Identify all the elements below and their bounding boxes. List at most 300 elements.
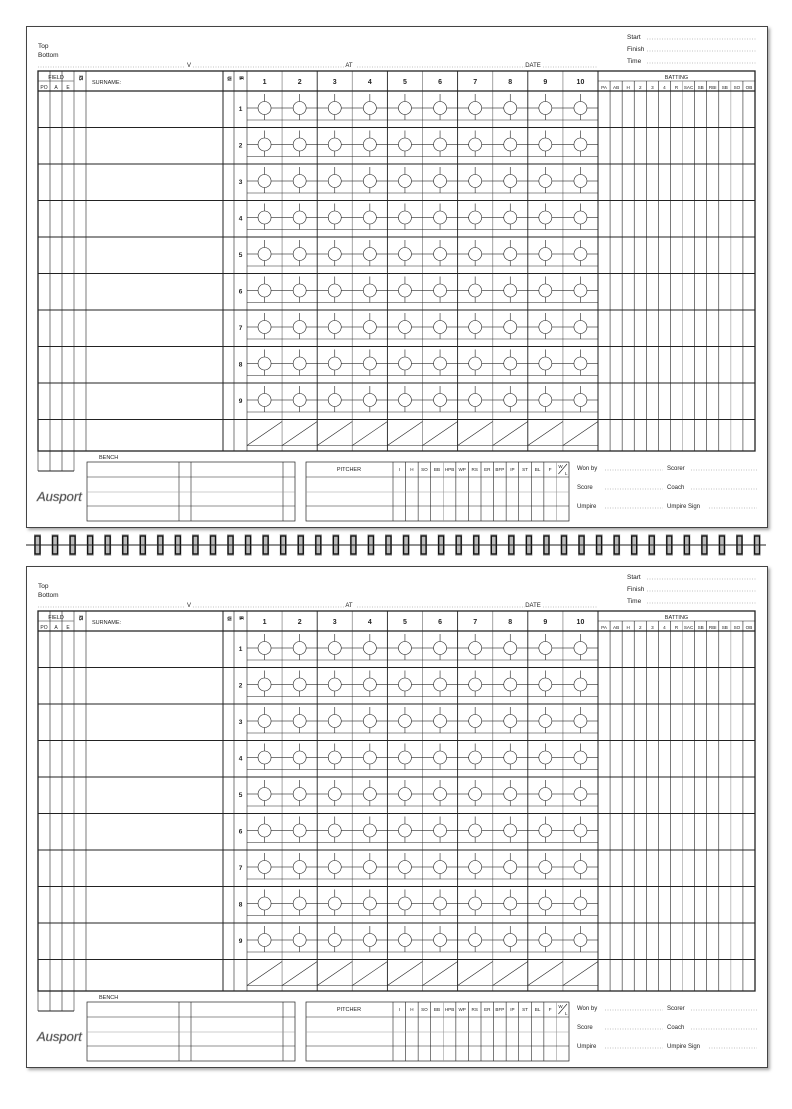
at-bat-cell[interactable] bbox=[493, 167, 528, 193]
at-bat-cell[interactable] bbox=[387, 707, 422, 733]
inning-total-cell[interactable] bbox=[563, 422, 598, 446]
at-bat-cell[interactable] bbox=[282, 386, 317, 412]
diamond-circle-icon bbox=[574, 751, 587, 764]
at-bat-cell[interactable] bbox=[423, 131, 458, 157]
at-bat-cell[interactable] bbox=[387, 350, 422, 376]
at-bat-cell[interactable] bbox=[247, 131, 282, 157]
at-bat-cell[interactable] bbox=[458, 94, 493, 120]
diamond-circle-icon bbox=[539, 824, 552, 837]
scoring-table bbox=[38, 611, 755, 1011]
at-bat-cell[interactable] bbox=[282, 671, 317, 697]
at-bat-cell[interactable] bbox=[282, 890, 317, 916]
at-bat-cell[interactable] bbox=[352, 386, 387, 412]
at-bat-cell[interactable] bbox=[247, 313, 282, 339]
at-bat-cell[interactable] bbox=[282, 240, 317, 266]
batting-col-header: SB bbox=[721, 625, 728, 630]
date-label: DATE bbox=[525, 63, 541, 69]
inning-total-cell[interactable] bbox=[563, 962, 598, 986]
pitcher-col-header: WP bbox=[458, 467, 466, 472]
at-bat-cell[interactable] bbox=[528, 350, 563, 376]
field-col-e: E bbox=[66, 625, 70, 631]
at-bat-cell[interactable] bbox=[563, 350, 598, 376]
at-bat-cell[interactable] bbox=[563, 204, 598, 230]
at-bat-cell[interactable] bbox=[317, 204, 352, 230]
at-bat-cell[interactable] bbox=[352, 853, 387, 879]
at-bat-cell[interactable] bbox=[423, 167, 458, 193]
at-bat-cell[interactable] bbox=[387, 313, 422, 339]
at-bat-cell[interactable] bbox=[317, 853, 352, 879]
inning-total-cell[interactable] bbox=[247, 422, 282, 446]
inning-total-cell[interactable] bbox=[387, 962, 422, 986]
at-bat-cell[interactable] bbox=[423, 204, 458, 230]
pitcher-table[interactable] bbox=[306, 1002, 569, 1061]
at-bat-cell[interactable] bbox=[282, 94, 317, 120]
at-bat-cell[interactable] bbox=[528, 167, 563, 193]
inning-total-cell[interactable] bbox=[423, 962, 458, 986]
at-bat-cell[interactable] bbox=[387, 240, 422, 266]
at-bat-cell[interactable] bbox=[458, 277, 493, 303]
diamond-circle-icon bbox=[504, 751, 517, 764]
diamond-circle-icon bbox=[504, 934, 517, 947]
at-bat-cell[interactable] bbox=[352, 350, 387, 376]
bench-label: BENCH bbox=[99, 995, 119, 1001]
diamond-circle-icon bbox=[434, 788, 447, 801]
top-label: Top bbox=[38, 583, 49, 590]
at-bat-cell[interactable] bbox=[317, 386, 352, 412]
pitcher-col-header: IP bbox=[510, 1007, 515, 1012]
at-bat-cell[interactable] bbox=[317, 167, 352, 193]
at-bat-cell[interactable] bbox=[247, 707, 282, 733]
at-bat-cell[interactable] bbox=[282, 817, 317, 843]
inning-total-cell[interactable] bbox=[247, 962, 282, 986]
at-bat-cell[interactable] bbox=[493, 780, 528, 806]
diamond-circle-icon bbox=[258, 678, 271, 691]
pitcher-col-header: SO bbox=[421, 1007, 428, 1012]
at-bat-cell[interactable] bbox=[352, 313, 387, 339]
batting-order-6: 6 bbox=[238, 828, 243, 836]
pitcher-col-header: HPB bbox=[444, 467, 455, 472]
at-bat-cell[interactable] bbox=[317, 890, 352, 916]
at-bat-cell[interactable] bbox=[247, 744, 282, 770]
at-bat-cell[interactable] bbox=[493, 634, 528, 660]
diagonal-line bbox=[282, 962, 317, 986]
at-bat-cell[interactable] bbox=[387, 131, 422, 157]
at-bat-cell[interactable] bbox=[423, 634, 458, 660]
pitcher-col-header: RS bbox=[471, 467, 478, 472]
at-bat-cell[interactable] bbox=[352, 131, 387, 157]
at-bat-cell[interactable] bbox=[458, 926, 493, 952]
at-bat-cell[interactable] bbox=[563, 853, 598, 879]
at-bat-cell[interactable] bbox=[282, 131, 317, 157]
field-col-a: A bbox=[54, 625, 58, 631]
at-bat-cell[interactable] bbox=[563, 926, 598, 952]
at-bat-cell[interactable] bbox=[352, 634, 387, 660]
at-bat-cell[interactable] bbox=[563, 890, 598, 916]
at-bat-cell[interactable] bbox=[387, 94, 422, 120]
at-bat-cell[interactable] bbox=[423, 926, 458, 952]
at-bat-cell[interactable] bbox=[282, 313, 317, 339]
at-bat-cell[interactable] bbox=[493, 853, 528, 879]
batting-order-8: 8 bbox=[238, 361, 243, 369]
batting-order-4: 4 bbox=[238, 755, 243, 763]
at-bat-cell[interactable] bbox=[317, 277, 352, 303]
diamond-circle-icon bbox=[328, 357, 341, 370]
at-bat-cell[interactable] bbox=[493, 350, 528, 376]
at-bat-cell[interactable] bbox=[563, 780, 598, 806]
at-bat-cell[interactable] bbox=[563, 277, 598, 303]
at-bat-cell[interactable] bbox=[493, 744, 528, 770]
diamond-circle-icon bbox=[469, 211, 482, 224]
at-bat-cell[interactable] bbox=[458, 707, 493, 733]
at-bat-cell[interactable] bbox=[563, 131, 598, 157]
pitcher-header: PITCHER bbox=[336, 467, 362, 473]
diamond-circle-icon bbox=[574, 394, 587, 407]
diamond-circle-icon bbox=[258, 715, 271, 728]
diamond-circle-icon bbox=[363, 642, 376, 655]
bat-header: B A T bbox=[237, 616, 244, 618]
at-bat-cell[interactable] bbox=[563, 817, 598, 843]
diamond-circle-icon bbox=[293, 715, 306, 728]
at-bat-cell[interactable] bbox=[423, 780, 458, 806]
diamond-circle-icon bbox=[293, 248, 306, 261]
at-bat-cell[interactable] bbox=[352, 167, 387, 193]
at-bat-cell[interactable] bbox=[247, 890, 282, 916]
pitcher-col-header: I bbox=[398, 467, 400, 472]
wl-top-label: W bbox=[558, 464, 563, 469]
at-bat-cell[interactable] bbox=[563, 634, 598, 660]
at-bat-cell[interactable] bbox=[247, 817, 282, 843]
at-bat-cell[interactable] bbox=[528, 926, 563, 952]
diagonal-line bbox=[247, 422, 282, 446]
at-bat-cell[interactable] bbox=[317, 744, 352, 770]
at-bat-cell[interactable] bbox=[493, 671, 528, 697]
at-bat-cell[interactable] bbox=[387, 853, 422, 879]
at-bat-cell[interactable] bbox=[282, 780, 317, 806]
diamond-circle-icon bbox=[469, 751, 482, 764]
diagonal-line bbox=[282, 422, 317, 446]
at-bat-cell[interactable] bbox=[352, 94, 387, 120]
umpire-label: Umpire bbox=[577, 504, 597, 510]
at-bat-cell[interactable] bbox=[493, 131, 528, 157]
pitcher-col-header: F bbox=[548, 467, 552, 472]
at-bat-cell[interactable] bbox=[528, 671, 563, 697]
at-bat-cell[interactable] bbox=[352, 707, 387, 733]
inning-total-cell[interactable] bbox=[317, 422, 352, 446]
at-bat-cell[interactable] bbox=[493, 204, 528, 230]
diagonal-line bbox=[317, 962, 352, 986]
at-bat-cell[interactable] bbox=[528, 131, 563, 157]
at-bat-cell[interactable] bbox=[317, 313, 352, 339]
diamond-circle-icon bbox=[504, 715, 517, 728]
at-bat-cell[interactable] bbox=[352, 926, 387, 952]
at-bat-cell[interactable] bbox=[282, 707, 317, 733]
at-bat-cell[interactable] bbox=[563, 744, 598, 770]
inning-total-cell[interactable] bbox=[528, 422, 563, 446]
at-bat-cell[interactable] bbox=[423, 744, 458, 770]
at-bat-cell[interactable] bbox=[528, 277, 563, 303]
at-bat-cell[interactable] bbox=[458, 890, 493, 916]
at-bat-cell[interactable] bbox=[247, 780, 282, 806]
at-bat-cell[interactable] bbox=[528, 744, 563, 770]
at-bat-cell[interactable] bbox=[387, 634, 422, 660]
inning-total-cell[interactable] bbox=[282, 422, 317, 446]
at-bat-cell[interactable] bbox=[247, 853, 282, 879]
at-bat-cell[interactable] bbox=[458, 167, 493, 193]
umpire-sign-label: Umpire Sign bbox=[667, 504, 701, 510]
at-bat-cell[interactable] bbox=[423, 350, 458, 376]
at-bat-cell[interactable] bbox=[352, 780, 387, 806]
diamond-circle-icon bbox=[328, 102, 341, 115]
at-bat-cell[interactable] bbox=[493, 94, 528, 120]
diamond-circle-icon bbox=[258, 102, 271, 115]
pitcher-header: PITCHER bbox=[336, 1007, 362, 1013]
diamond-circle-icon bbox=[398, 788, 411, 801]
at-bat-cell[interactable] bbox=[423, 671, 458, 697]
batting-order-2: 2 bbox=[238, 142, 243, 150]
inning-header-5: 5 bbox=[402, 79, 407, 86]
ausport-logo: Ausport bbox=[37, 1029, 82, 1044]
at-bat-cell[interactable] bbox=[282, 167, 317, 193]
inning-total-cell[interactable] bbox=[387, 422, 422, 446]
diamond-circle-icon bbox=[398, 751, 411, 764]
at-bat-cell[interactable] bbox=[387, 671, 422, 697]
diamond-circle-icon bbox=[469, 248, 482, 261]
bench-label: BENCH bbox=[99, 455, 119, 461]
at-bat-cell[interactable] bbox=[387, 780, 422, 806]
at-bat-cell[interactable] bbox=[563, 386, 598, 412]
at-bat-cell[interactable] bbox=[528, 634, 563, 660]
inning-total-cell[interactable] bbox=[423, 422, 458, 446]
at-bat-cell[interactable] bbox=[247, 240, 282, 266]
at-bat-cell[interactable] bbox=[247, 926, 282, 952]
at-bat-cell[interactable] bbox=[423, 386, 458, 412]
inning-total-cell[interactable] bbox=[317, 962, 352, 986]
at-bat-cell[interactable] bbox=[458, 131, 493, 157]
at-bat-cell[interactable] bbox=[317, 671, 352, 697]
pitcher-col-header: BB bbox=[433, 467, 441, 472]
at-bat-cell[interactable] bbox=[423, 707, 458, 733]
at-bat-cell[interactable] bbox=[387, 204, 422, 230]
at-bat-cell[interactable] bbox=[423, 313, 458, 339]
at-bat-cell[interactable] bbox=[423, 853, 458, 879]
inning-header-3: 3 bbox=[332, 79, 337, 86]
at-bat-cell[interactable] bbox=[563, 671, 598, 697]
at-bat-cell[interactable] bbox=[423, 94, 458, 120]
at-bat-cell[interactable] bbox=[528, 204, 563, 230]
at-bat-cell[interactable] bbox=[247, 167, 282, 193]
at-bat-cell[interactable] bbox=[458, 853, 493, 879]
bench-table[interactable] bbox=[87, 1002, 295, 1061]
date-label: DATE bbox=[525, 603, 541, 609]
diamond-circle-icon bbox=[258, 861, 271, 874]
at-bat-cell[interactable] bbox=[493, 817, 528, 843]
at-bat-cell[interactable] bbox=[528, 240, 563, 266]
diagonal-line bbox=[458, 422, 493, 446]
inning-total-cell[interactable] bbox=[493, 422, 528, 446]
at-bat-cell[interactable] bbox=[247, 350, 282, 376]
at-bat-cell[interactable] bbox=[352, 671, 387, 697]
at-bat-cell[interactable] bbox=[458, 780, 493, 806]
diamond-circle-icon bbox=[574, 211, 587, 224]
at-bat-cell[interactable] bbox=[317, 350, 352, 376]
diamond-circle-icon bbox=[469, 934, 482, 947]
at-bat-cell[interactable] bbox=[317, 634, 352, 660]
diamond-circle-icon bbox=[469, 175, 482, 188]
inning-total-cell[interactable] bbox=[352, 962, 387, 986]
at-bat-cell[interactable] bbox=[352, 204, 387, 230]
at-bat-cell[interactable] bbox=[458, 817, 493, 843]
at-bat-cell[interactable] bbox=[317, 780, 352, 806]
at-bat-cell[interactable] bbox=[458, 350, 493, 376]
diamond-circle-icon bbox=[504, 861, 517, 874]
at-bat-cell[interactable] bbox=[352, 277, 387, 303]
pitcher-col-header: BFP bbox=[495, 1007, 505, 1012]
at-bat-cell[interactable] bbox=[247, 671, 282, 697]
at-bat-cell[interactable] bbox=[528, 313, 563, 339]
inning-header-2: 2 bbox=[297, 79, 302, 86]
at-bat-cell[interactable] bbox=[282, 853, 317, 879]
at-bat-cell[interactable] bbox=[528, 780, 563, 806]
at-bat-cell[interactable] bbox=[563, 94, 598, 120]
bench-table[interactable] bbox=[87, 462, 295, 521]
diamond-circle-icon bbox=[398, 211, 411, 224]
inning-total-cell[interactable] bbox=[493, 962, 528, 986]
at-bat-cell[interactable] bbox=[317, 94, 352, 120]
at-bat-cell[interactable] bbox=[528, 890, 563, 916]
scoresheet-page-top bbox=[26, 26, 768, 528]
at-bat-cell[interactable] bbox=[458, 313, 493, 339]
diamond-circle-icon bbox=[293, 751, 306, 764]
inning-total-cell[interactable] bbox=[282, 962, 317, 986]
diamond-circle-icon bbox=[574, 321, 587, 334]
at-bat-cell[interactable] bbox=[423, 240, 458, 266]
diamond-circle-icon bbox=[363, 934, 376, 947]
at-bat-cell[interactable] bbox=[493, 313, 528, 339]
inning-total-cell[interactable] bbox=[352, 422, 387, 446]
inning-header-1: 1 bbox=[262, 619, 267, 626]
batting-order-4: 4 bbox=[238, 215, 243, 223]
at-bat-cell[interactable] bbox=[282, 350, 317, 376]
at-bat-cell[interactable] bbox=[493, 890, 528, 916]
at-bat-cell[interactable] bbox=[282, 204, 317, 230]
at-bat-cell[interactable] bbox=[423, 277, 458, 303]
inning-total-cell[interactable] bbox=[458, 422, 493, 446]
at-bat-cell[interactable] bbox=[387, 386, 422, 412]
at-bat-cell[interactable] bbox=[458, 386, 493, 412]
at-bat-cell[interactable] bbox=[387, 926, 422, 952]
inning-total-cell[interactable] bbox=[458, 962, 493, 986]
batting-col-header: AB bbox=[613, 625, 620, 630]
at-bat-cell[interactable] bbox=[352, 890, 387, 916]
at-bat-cell[interactable] bbox=[317, 240, 352, 266]
at-bat-cell[interactable] bbox=[387, 744, 422, 770]
diamond-circle-icon bbox=[328, 897, 341, 910]
diamond-circle-icon bbox=[469, 824, 482, 837]
at-bat-cell[interactable] bbox=[282, 634, 317, 660]
batting-col-header: OB bbox=[745, 625, 753, 630]
at-bat-cell[interactable] bbox=[317, 817, 352, 843]
at-bat-cell[interactable] bbox=[458, 204, 493, 230]
at-bat-cell[interactable] bbox=[247, 634, 282, 660]
at-bat-cell[interactable] bbox=[563, 313, 598, 339]
batting-col-header: SB bbox=[697, 625, 704, 630]
diamond-circle-icon bbox=[398, 934, 411, 947]
at-bat-cell[interactable] bbox=[458, 240, 493, 266]
at-bat-cell[interactable] bbox=[528, 94, 563, 120]
at-bat-cell[interactable] bbox=[282, 277, 317, 303]
batting-col-header: R bbox=[674, 625, 679, 630]
at-bat-cell[interactable] bbox=[317, 707, 352, 733]
at-bat-cell[interactable] bbox=[352, 240, 387, 266]
at-bat-cell[interactable] bbox=[493, 926, 528, 952]
at-bat-cell[interactable] bbox=[563, 240, 598, 266]
at-bat-cell[interactable] bbox=[458, 744, 493, 770]
at-bat-cell[interactable] bbox=[387, 167, 422, 193]
at-bat-cell[interactable] bbox=[387, 817, 422, 843]
at-bat-cell[interactable] bbox=[317, 926, 352, 952]
diagonal-line bbox=[563, 422, 598, 446]
diamond-circle-icon bbox=[363, 788, 376, 801]
at-bat-cell[interactable] bbox=[528, 853, 563, 879]
at-bat-cell[interactable] bbox=[528, 817, 563, 843]
diamond-circle-icon bbox=[504, 897, 517, 910]
at-bat-cell[interactable] bbox=[387, 890, 422, 916]
at-bat-cell[interactable] bbox=[528, 707, 563, 733]
at-bat-cell[interactable] bbox=[423, 890, 458, 916]
at-bat-cell[interactable] bbox=[493, 277, 528, 303]
at-bat-cell[interactable] bbox=[282, 744, 317, 770]
pitcher-col-header: SO bbox=[421, 467, 428, 472]
at-bat-cell[interactable] bbox=[458, 671, 493, 697]
scoresheet-grid bbox=[27, 567, 767, 1067]
at-bat-cell[interactable] bbox=[493, 707, 528, 733]
diamond-circle-icon bbox=[504, 788, 517, 801]
at-bat-cell[interactable] bbox=[247, 277, 282, 303]
diamond-circle-icon bbox=[258, 248, 271, 261]
batting-col-header: 4 bbox=[663, 625, 666, 630]
at-bat-cell[interactable] bbox=[528, 386, 563, 412]
at-bat-cell[interactable] bbox=[247, 386, 282, 412]
batting-col-header: PA bbox=[601, 625, 607, 630]
at-bat-cell[interactable] bbox=[493, 240, 528, 266]
at-bat-cell[interactable] bbox=[493, 386, 528, 412]
at-bat-cell[interactable] bbox=[352, 817, 387, 843]
time-label: Time bbox=[627, 58, 642, 65]
at-bat-cell[interactable] bbox=[247, 94, 282, 120]
diamond-circle-icon bbox=[363, 824, 376, 837]
at-bat-cell[interactable] bbox=[458, 634, 493, 660]
inning-header-7: 7 bbox=[473, 619, 478, 626]
diamond-circle-icon bbox=[258, 824, 271, 837]
at-bat-cell[interactable] bbox=[387, 277, 422, 303]
inning-header-4: 4 bbox=[367, 79, 372, 86]
pitcher-col-header: RS bbox=[471, 1007, 478, 1012]
inning-total-cell[interactable] bbox=[528, 962, 563, 986]
pitcher-table[interactable] bbox=[306, 462, 569, 521]
at-bat-cell[interactable] bbox=[282, 926, 317, 952]
at-bat-cell[interactable] bbox=[563, 707, 598, 733]
diamond-circle-icon bbox=[398, 715, 411, 728]
batting-col-header: SB bbox=[697, 85, 704, 90]
diamond-circle-icon bbox=[434, 715, 447, 728]
at-bat-cell[interactable] bbox=[352, 744, 387, 770]
at-bat-cell[interactable] bbox=[317, 131, 352, 157]
at-bat-cell[interactable] bbox=[247, 204, 282, 230]
at-bat-cell[interactable] bbox=[423, 817, 458, 843]
diamond-circle-icon bbox=[398, 642, 411, 655]
at-bat-cell[interactable] bbox=[563, 167, 598, 193]
score-label: Score bbox=[577, 1025, 593, 1031]
